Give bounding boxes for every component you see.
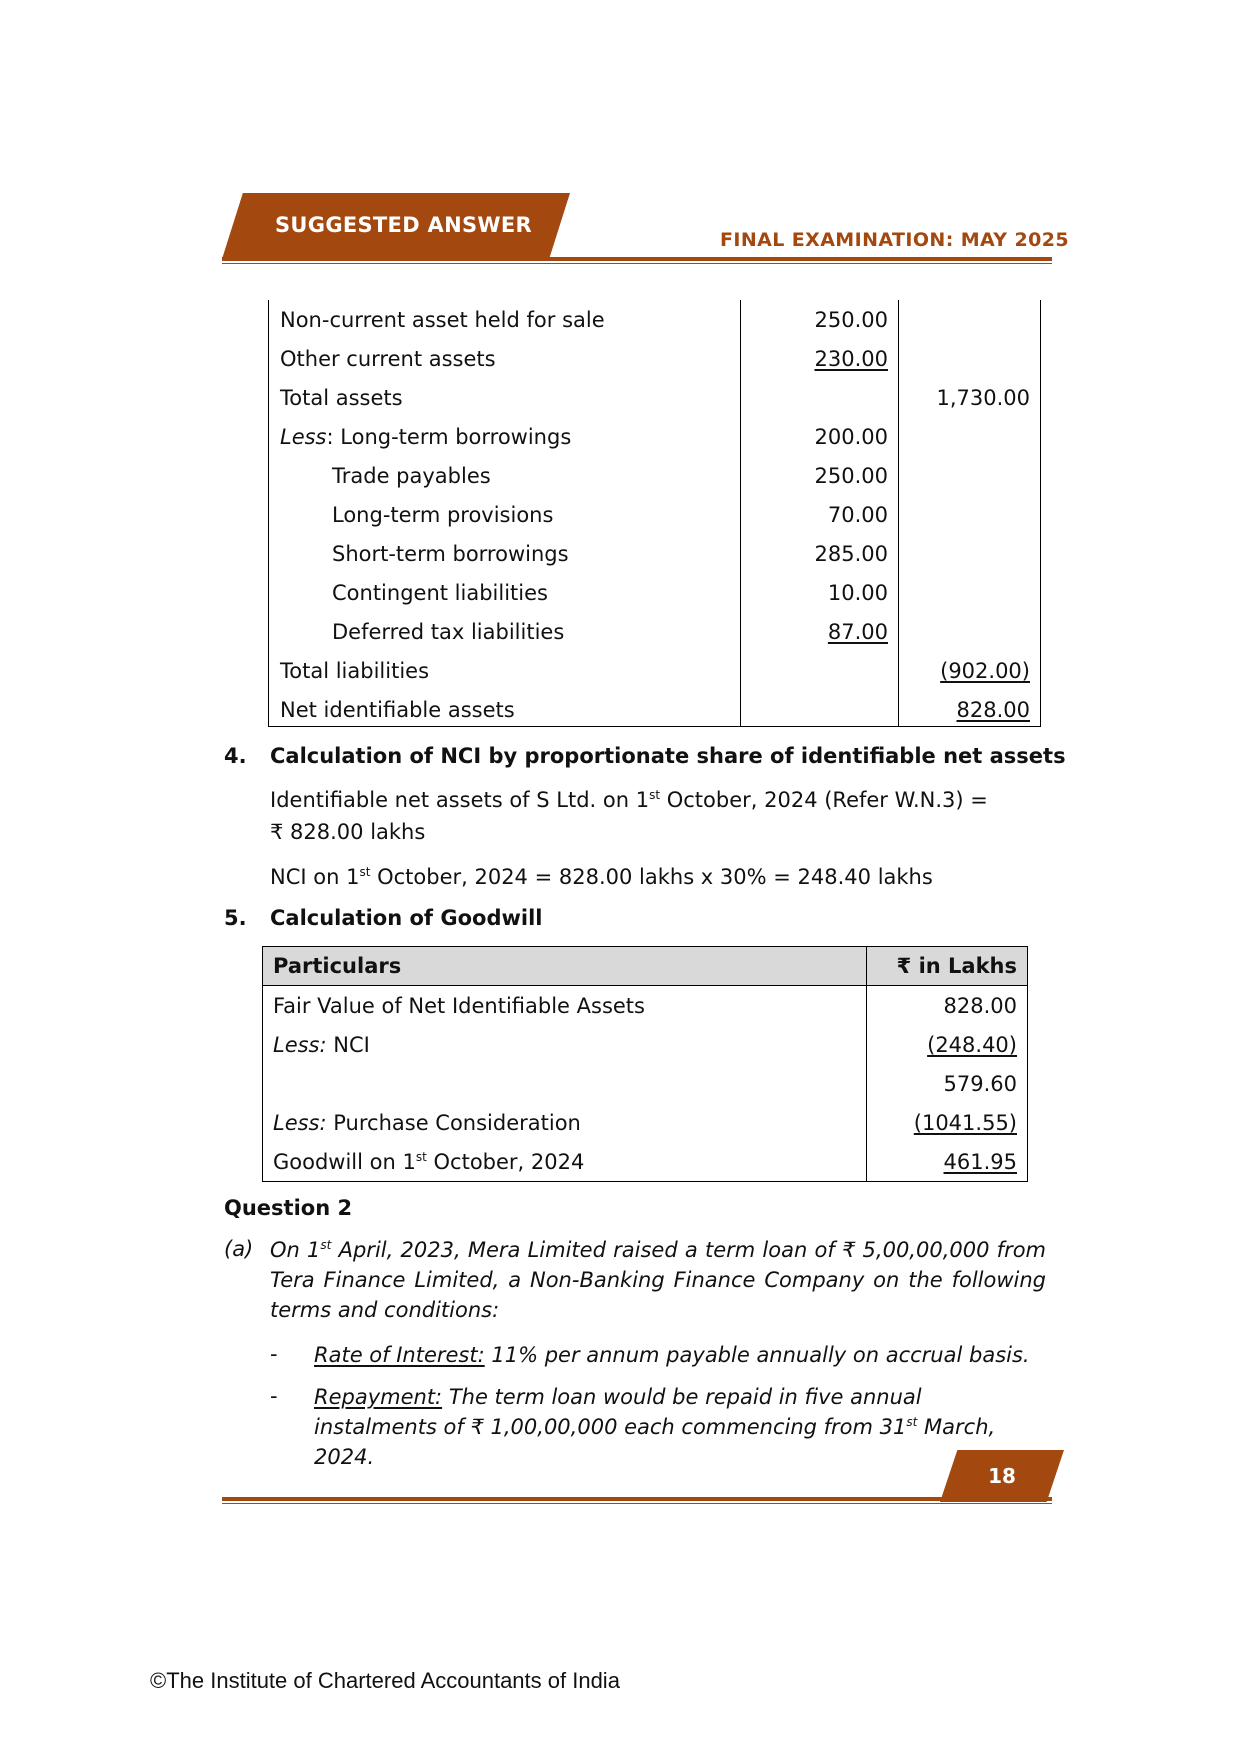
table-row	[263, 1064, 1028, 1103]
row-amount: 200.00	[814, 425, 888, 449]
row-amount: 250.00	[814, 308, 888, 332]
row-amount: 828.00	[867, 986, 1028, 1026]
row-label: Deferred tax liabilities	[332, 620, 565, 644]
row-label: Long-term provisions	[332, 503, 554, 527]
row-label	[263, 986, 867, 1026]
table-row	[280, 695, 515, 725]
row-total: 828.00	[956, 698, 1030, 722]
row-label: Net identifiable assets	[280, 698, 515, 722]
footer-rule	[222, 1497, 1052, 1501]
amount-text: (1041.55)	[913, 1110, 1017, 1135]
row-label	[263, 1142, 867, 1182]
table-row	[263, 986, 1028, 1026]
row-label: Non-current asset held for sale	[280, 308, 605, 332]
bullet-dash: -	[270, 1384, 278, 1408]
amount-text: 461.95	[943, 1149, 1017, 1174]
table-row	[280, 656, 429, 686]
row-total: (902.00)	[940, 659, 1030, 683]
row-label: Short-term borrowings	[332, 542, 569, 566]
section-title: Calculation of NCI by proportionate share of identifiable net assets	[270, 744, 1066, 768]
bullet-title: Repayment:	[314, 1385, 443, 1409]
section4-line1	[270, 784, 1046, 816]
table-row	[280, 305, 605, 335]
row-amount	[867, 1025, 1028, 1064]
row-label: Total liabilities	[280, 659, 430, 683]
table-border-right	[1040, 300, 1041, 726]
less-prefix: Less:	[273, 1032, 327, 1057]
table-row	[280, 344, 496, 374]
superscript: st	[359, 865, 371, 879]
header-rule-thin	[222, 263, 1052, 264]
section-title: Calculation of Goodwill	[270, 906, 543, 930]
row-amount: 285.00	[814, 542, 888, 566]
text: Identifiable net assets of S Ltd. on 1	[270, 788, 650, 812]
table-border-bottom	[268, 726, 1041, 727]
amount-text: (248.40)	[927, 1032, 1017, 1057]
text: NCI on 1	[270, 865, 360, 889]
header-amount: ₹ in Lakhs	[867, 947, 1028, 986]
row-amount: 10.00	[827, 581, 888, 605]
table-row	[332, 539, 569, 569]
part-letter: (a)	[224, 1237, 254, 1261]
less-prefix: Less:	[273, 1110, 327, 1135]
text: On 1	[270, 1238, 321, 1262]
superscript: st	[906, 1415, 918, 1429]
row-label: Other current assets	[280, 347, 496, 371]
table-row	[332, 617, 564, 647]
section-number: 5.	[224, 906, 247, 930]
table-border-left	[268, 300, 269, 726]
table-row	[332, 461, 491, 491]
label-text: October, 2024	[426, 1149, 585, 1174]
table-row	[280, 383, 403, 413]
bullet-interest	[314, 1340, 1046, 1370]
bullet-text: 11% per annum payable annually on accrual basis.	[484, 1343, 1030, 1367]
question-intro	[270, 1235, 1046, 1325]
superscript: st	[415, 1149, 427, 1164]
goodwill-table	[262, 946, 1028, 1182]
row-amount	[867, 1103, 1028, 1142]
row-label: : Long-term borrowings	[326, 425, 572, 449]
exam-title: FINAL EXAMINATION: MAY 2025	[720, 229, 1069, 251]
row-label	[263, 1025, 867, 1064]
text: October, 2024 = 828.00 lakhs x 30% = 248.40 lakhs	[370, 865, 933, 889]
header-rule	[222, 257, 1052, 261]
text: April, 2023, Mera Limited raised a term loan of ₹ 5,00,00,000 from Tera Finance Limited, a Non-Banking Finance Company on the following terms and conditions:	[270, 1238, 1047, 1322]
section4-line3	[270, 861, 933, 893]
row-label	[263, 1064, 867, 1103]
table-row	[263, 1142, 1028, 1182]
row-total: 1,730.00	[936, 386, 1030, 410]
row-amount: 230.00	[814, 347, 888, 371]
section-number: 4.	[224, 744, 247, 768]
table-row	[263, 1103, 1028, 1142]
row-label	[263, 1103, 867, 1142]
superscript: st	[320, 1238, 332, 1252]
bullet-title: Rate of Interest:	[314, 1343, 485, 1367]
bullet-dash: -	[270, 1342, 278, 1366]
row-amount: 87.00	[827, 620, 888, 644]
row-amount: 250.00	[814, 464, 888, 488]
row-label: Contingent liabilities	[332, 581, 548, 605]
table-row	[332, 500, 553, 530]
row-amount	[867, 1142, 1028, 1182]
header-particulars: Particulars	[263, 947, 867, 986]
less-prefix: Less	[280, 425, 327, 449]
row-amount: 70.00	[827, 503, 888, 527]
bullet-text: The term loan would be repaid in five annual instalments of ₹ 1,00,00,000 each commencing from 31	[314, 1385, 922, 1439]
bullet-text: March, 2024.	[314, 1415, 996, 1469]
label-text: Goodwill on 1	[273, 1149, 416, 1174]
label-text: Purchase Consideration	[326, 1110, 581, 1135]
question-label: Question 2	[224, 1196, 353, 1220]
bullet-repayment	[314, 1382, 1046, 1472]
table-row	[280, 422, 571, 452]
row-label: Total assets	[280, 386, 403, 410]
table-row	[332, 578, 548, 608]
label-text: NCI	[326, 1032, 370, 1057]
table-border-mid2	[898, 300, 899, 726]
row-label: Trade payables	[332, 464, 491, 488]
table-header-row	[263, 947, 1028, 986]
table-row	[263, 1025, 1028, 1064]
page-number: 18	[988, 1464, 1016, 1488]
footer-rule-thin	[222, 1503, 1052, 1504]
row-amount: 579.60	[867, 1064, 1028, 1103]
label-text: Fair Value of Net Identifiable Assets	[273, 993, 645, 1018]
header-tab-label: SUGGESTED ANSWER	[275, 213, 532, 237]
text: October, 2024 (Refer W.N.3) =	[660, 788, 988, 812]
superscript: st	[649, 788, 661, 802]
section4-line2: ₹ 828.00 lakhs	[270, 820, 426, 844]
copyright: ©The Institute of Chartered Accountants of India	[150, 1668, 620, 1693]
table-border-mid	[740, 300, 741, 726]
